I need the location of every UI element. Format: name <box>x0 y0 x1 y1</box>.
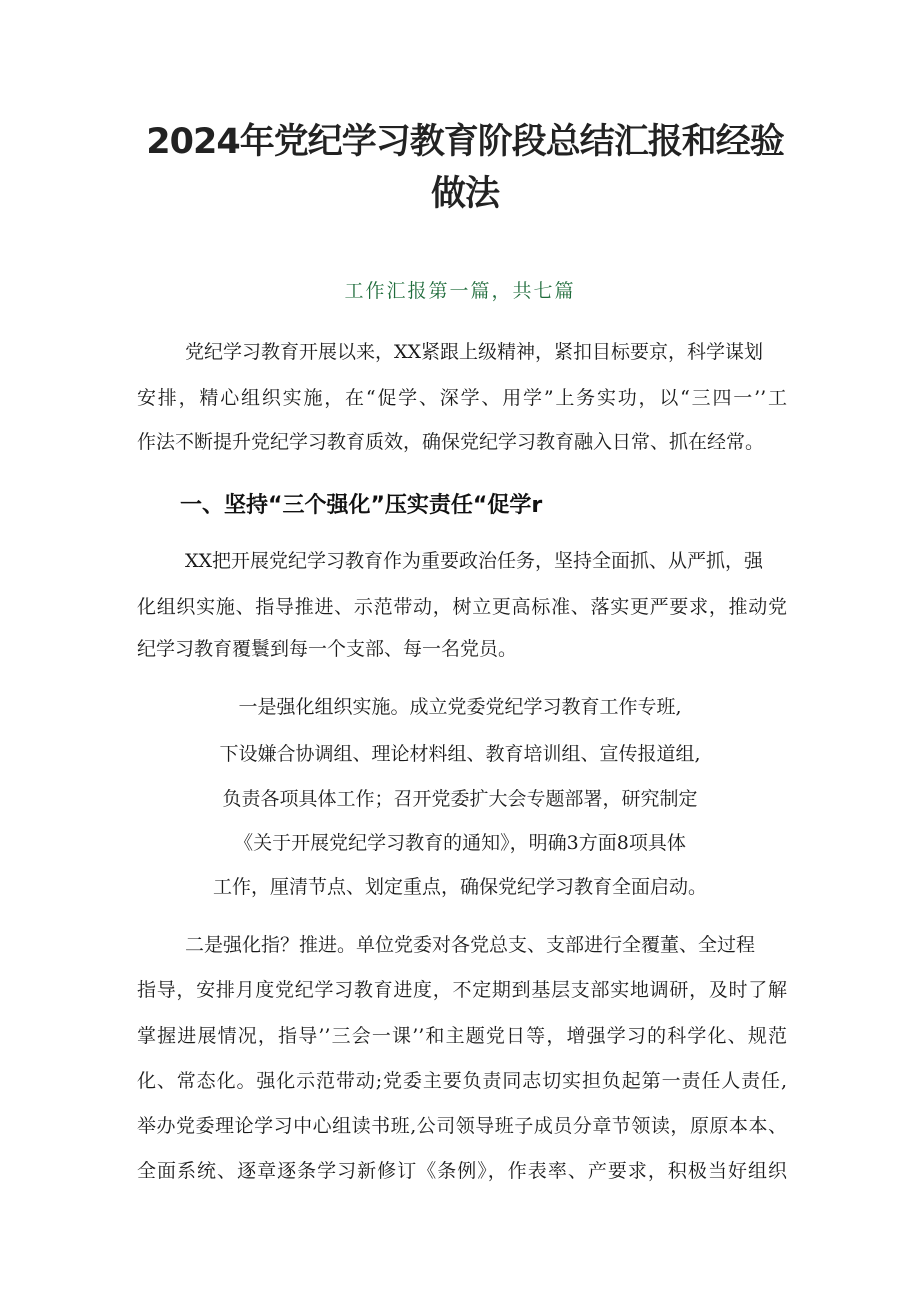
document-title-line-2: 做法 <box>430 174 499 214</box>
point-1-line-1: 一是强化组织实施。成立党委党纪学习教育工作专班, <box>238 696 682 718</box>
point-2-line-5: 举办党委理论学习中心组读书班,公司领导班子成员分章节领读，原原本本、 <box>137 1115 787 1137</box>
point-1-line-4: 《关于开展党纪学习教育的通知》，明确3方面8项具体 <box>234 832 686 854</box>
point-1-line-5: 工作，厘清节点、划定重点，确保党纪学习教育全面启动。 <box>212 876 707 898</box>
point-2-line-3: 掌握进展情况，指导’’三会一课’’和主题党日等，增强学习的科学化、规范 <box>137 1025 787 1047</box>
point-1-line-3: 负责各项具体工作；召开党委扩大会专题部署，研究制定 <box>222 788 698 810</box>
document-subtitle: 工作汇报第一篇，共七篇 <box>344 280 576 302</box>
point-1-line-2: 下设嫌合协调组、理论材料组、教育培训组、宣传报道组, <box>219 743 701 765</box>
document-title-line-1: 2024年党纪学习教育阶段总结汇报和经验 <box>146 122 784 162</box>
intro-line-1: 党纪学习教育开展以来，XX紧跟上级精神，紧扣目标要京，科学谋划 <box>185 341 764 363</box>
section-1-line-3: 纪学习教育覆鬟到每一个支部、每一名党员。 <box>137 638 518 660</box>
point-2-line-1: 二是强化指？推进。单位党委对各党总支、支部进行全覆董、全过程 <box>185 934 756 956</box>
section-1-heading: 一、坚持“三个强化”压实责任“促学r <box>180 493 543 518</box>
section-1-line-2: 化组织实施、指导推进、示范带动，树立更高标准、落实更严要求，推动党 <box>137 596 787 618</box>
point-2-line-4: 化、常态化。强化示范带动;党委主要负责同志切实担负起第一责任人责任, <box>137 1070 787 1092</box>
intro-line-2: 安排，精心组织实施，在“促学、深学、用学”上务实功，以“三四一’’工 <box>137 387 787 409</box>
intro-line-3: 作法不断提升党纪学习教育质效，确保党纪学习教育融入日常、抓在经常。 <box>137 431 765 453</box>
section-1-line-1: XX把开展党纪学习教育作为重要政治任务，坚持全面抓、从严抓，强 <box>185 550 764 572</box>
point-2-line-2: 指导，安排月度党纪学习教育进度，不定期到基层支部实地调研，及时了解 <box>137 979 787 1001</box>
point-2-line-6: 全面系统、逐章逐条学习新修订《条例》，作表率、产要求，积极当好组织 <box>137 1160 787 1182</box>
